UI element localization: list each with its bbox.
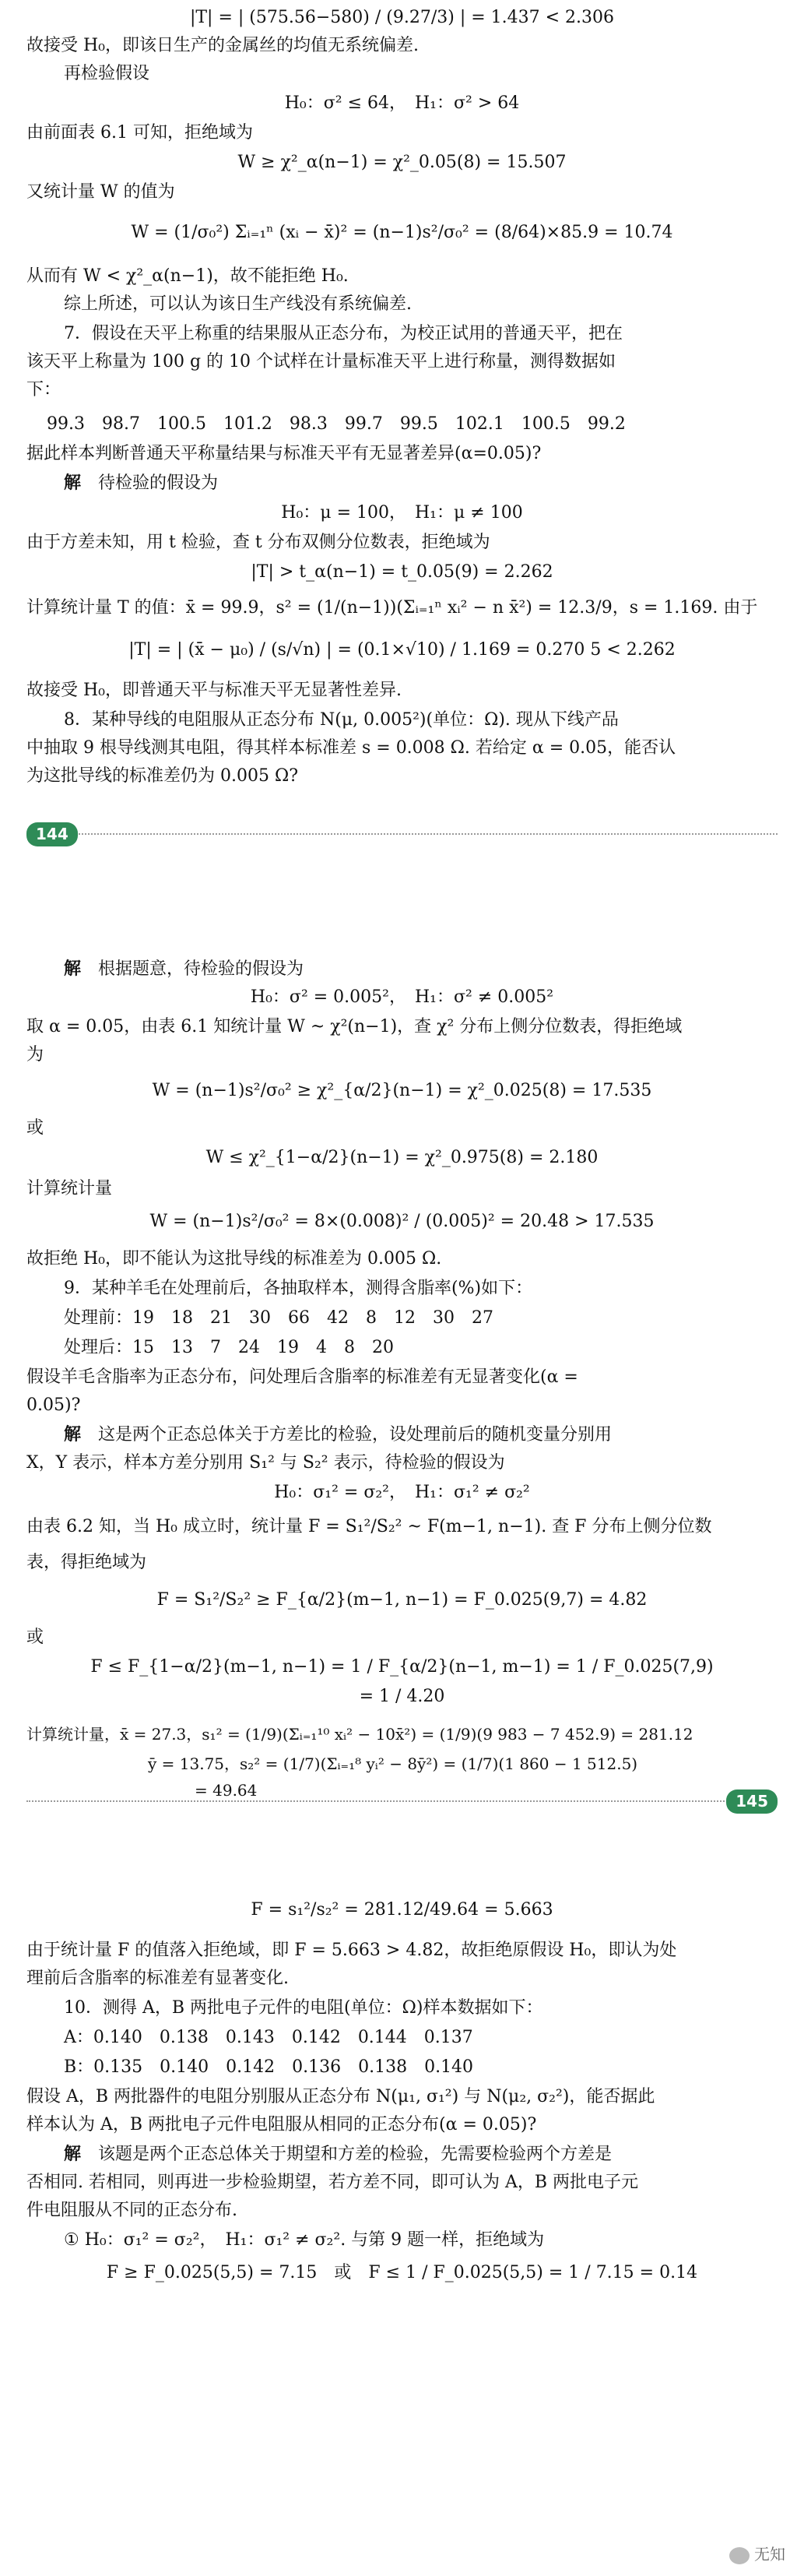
text-line: 从而有 W < χ²_α(n−1)，故不能拒绝 H₀. (26, 266, 349, 286)
solution-label: 解 (64, 1424, 82, 1445)
solution-label: 解 (64, 959, 82, 979)
formula-hypothesis: H₀：σ² = 0.005²， H₁：σ² ≠ 0.005² (250, 987, 554, 1007)
formula-reject-region: W ≥ χ²_α(n−1) = χ²_0.05(8) = 15.507 (237, 153, 567, 172)
solution-line (26, 958, 778, 981)
text-line: 由于统计量 F 的值落入拒绝域，即 F = 5.663 > 4.82，故拒绝原假设 H₀，即认为处 (26, 1941, 677, 1960)
formula-reject-lower: F ≤ F_{1−α/2}(m−1, n−1) = 1 / F_{α/2}(n−1, m−1) = 1 / F_0.025(7,9) (90, 1657, 714, 1677)
formula-s2: ȳ = 13.75，s₂² = (1/7)(Σᵢ₌₁⁸ yᵢ² − 8ȳ²) = (1/7)(1 860 − 1 512.5) (148, 1754, 638, 1773)
problem-10-line: 样本认为 A，B 两批电子元件电阻服从相同的正态分布(α = 0.05)? (26, 2115, 537, 2134)
watermark-text: 无知 (754, 2545, 785, 2564)
problem-7-line: 据此样本判断普通天平称量结果与标准天平有无显著差异(α=0.05)? (26, 444, 542, 463)
data-row-b: B：0.135 0.140 0.142 0.136 0.138 0.140 (64, 2057, 474, 2077)
data-row-a: A：0.140 0.138 0.143 0.142 0.144 0.137 (64, 2028, 473, 2047)
text-line: X，Y 表示，样本方差分别用 S₁² 与 S₂² 表示，待检验的假设为 (26, 1453, 505, 1473)
text-line: 又统计量 W 的值为 (26, 182, 175, 202)
formula-reject-region: |T| > t_α(n−1) = t_0.05(9) = 2.262 (251, 562, 553, 582)
text-line: 故拒绝 H₀，即不能认为这批导线的标准差为 0.005 Ω. (26, 1249, 442, 1269)
formula-reject-upper: W = (n−1)s²/σ₀² ≥ χ²_{α/2}(n−1) = χ²_0.025(8) = 17.535 (152, 1081, 652, 1100)
problem-7-line: 7．假设在天平上称重的结果服从正态分布，为校正试用的普通天平，把在 (64, 324, 623, 343)
data-row-weights: 99.3 98.7 100.5 101.2 98.3 99.7 99.5 102.1 100.5 99.2 (47, 414, 626, 434)
formula-f-value: F = s₁²/s₂² = 281.12/49.64 = 5.663 (251, 1900, 553, 1920)
data-row-before: 处理前：19 18 21 30 66 42 8 12 30 27 (64, 1308, 493, 1328)
problem-8-line: 中抽取 9 根导线测其电阻，得其样本标准差 s = 0.008 Ω. 若给定 α = 0.05，能否认 (26, 738, 676, 758)
page-144 (0, 0, 804, 863)
text-line: 件电阻服从不同的正态分布. (26, 2201, 237, 2220)
formula-reject-upper: F = S₁²/S₂² ≥ F_{α/2}(m−1, n−1) = F_0.025(9,7) = 4.82 (156, 1590, 648, 1610)
text-line: 否相同. 若相同，则再进一步检验期望，若方差不同，即可认为 A，B 两批电子元 (26, 2173, 639, 2192)
solution-label: 解 (64, 2144, 82, 2164)
text-line: ① H₀：σ₁² = σ₂²， H₁：σ₁² ≠ σ₂². 与第 9 题一样，拒绝域为 (64, 2230, 545, 2250)
problem-9-line: 0.05)? (26, 1395, 81, 1415)
text-line: 由前面表 6.1 可知，拒绝域为 (26, 123, 253, 143)
page-146 (0, 1892, 804, 2576)
formula-reject-region: F ≥ F_0.025(5,5) = 7.15 或 F ≤ 1 / F_0.025(5,5) = 1 / 7.15 = 0.14 (106, 2263, 698, 2282)
solution-text: 这是两个正态总体关于方差比的检验，设处理前后的随机变量分别用 (98, 1425, 613, 1445)
text-line: 或 (26, 1628, 44, 1647)
text-line: 为 (26, 1045, 44, 1065)
text-line: 综上所述，可以认为该日生产线没有系统偏差. (64, 294, 412, 314)
solution-text: 待检验的假设为 (98, 473, 219, 493)
problem-8-line: 为这批导线的标准差仍为 0.005 Ω? (26, 766, 299, 786)
text-line: 由表 6.2 知，当 H₀ 成立时，统计量 F = S₁²/S₂² ~ F(m−1, n−1). 查 F 分布上侧分位数 (26, 1517, 712, 1536)
page-145 (0, 958, 804, 1811)
formula-s2-value: = 49.64 (195, 1781, 258, 1800)
formula-reject-lower-value: = 1 / 4.20 (359, 1687, 445, 1706)
text-line: 或 (26, 1118, 44, 1138)
page-number: 145 (726, 1789, 778, 1814)
formula-w-value: W = (n−1)s²/σ₀² = 8×(0.008)² / (0.005)² = 20.48 > 17.535 (149, 1212, 655, 1231)
problem-7-line: 该天平上称量为 100 g 的 10 个试样在计量标准天平上进行称量，测得数据如 (26, 352, 616, 371)
solution-text: 根据题意，待检验的假设为 (98, 959, 304, 979)
text-line: 由于方差未知，用 t 检验，查 t 分布双侧分位数表，拒绝域为 (26, 533, 490, 552)
text-line: 故接受 H₀，即该日生产的金属丝的均值无系统偏差. (26, 36, 419, 55)
formula-hypothesis: H₀：σ² ≤ 64， H₁：σ² > 64 (284, 93, 520, 113)
text-line: 计算统计量 (26, 1179, 113, 1198)
text-line: 取 α = 0.05，由表 6.1 知统计量 W ~ χ²(n−1)，查 χ² 分布上侧分位数表，得拒绝域 (26, 1017, 683, 1036)
page-number: 144 (26, 822, 78, 846)
formula-w-value: W = (1/σ₀²) Σᵢ₌₁ⁿ (xᵢ − x̄)² = (n−1)s²/σ₀² = (8/64)×85.9 = 10.74 (131, 223, 673, 242)
text-line: 计算统计量 T 的值：x̄ = 99.9，s² = (1/(n−1))(Σᵢ₌₁ⁿ xᵢ² − n x̄²) = 12.3/9，s = 1.169. 由于 (26, 598, 758, 618)
problem-9-line: 假设羊毛含脂率为正态分布，问处理后含脂率的标准差有无显著变化(α = (26, 1367, 578, 1387)
problem-9-line: 9．某种羊毛在处理前后，各抽取样本，测得含脂率(%)如下： (64, 1279, 533, 1298)
problem-10-line: 10．测得 A，B 两批电子元件的电阻(单位：Ω)样本数据如下： (64, 1998, 543, 2018)
formula-hypothesis: H₀：σ₁² = σ₂²， H₁：σ₁² ≠ σ₂² (274, 1483, 530, 1502)
formula-t-value: |T| = | (x̄ − μ₀) / (s/√n) | = (0.1×√10) / 1.169 = 0.270 5 < 2.262 (128, 640, 676, 660)
formula-hypothesis: H₀：μ = 100， H₁：μ ≠ 100 (281, 503, 523, 523)
solution-line (26, 2143, 778, 2166)
text-line: 再检验假设 (64, 64, 150, 83)
page-divider (26, 1800, 778, 1802)
solution-label: 解 (64, 473, 82, 493)
formula-t-statistic: |T| = | (575.56−580) / (9.27/3) | = 1.437 < 2.306 (189, 8, 615, 27)
text-line: 故接受 H₀，即普通天平与标准天平无显著性差异. (26, 681, 402, 700)
page-divider (26, 833, 778, 835)
solution-line (26, 1423, 778, 1447)
text-line: 理前后含脂率的标准差有显著变化. (26, 1969, 289, 1988)
wechat-icon (729, 2547, 750, 2564)
problem-10-line: 假设 A，B 两批器件的电阻分别服从正态分布 N(μ₁, σ₁²) 与 N(μ₂, σ₂²)，能否据此 (26, 2087, 655, 2106)
formula-reject-lower: W ≤ χ²_{1−α/2}(n−1) = χ²_0.975(8) = 2.180 (205, 1148, 599, 1167)
watermark (729, 2544, 785, 2565)
solution-line (26, 472, 778, 495)
problem-7-line: 下： (26, 380, 61, 399)
data-row-after: 处理后：15 13 7 24 19 4 8 20 (64, 1338, 394, 1357)
problem-8-line: 8．某种导线的电阻服从正态分布 N(μ, 0.005²)(单位：Ω). 现从下线产品 (64, 710, 619, 730)
solution-text: 该题是两个正态总体关于期望和方差的检验，先需要检验两个方差是 (98, 2145, 613, 2164)
text-line: 表，得拒绝域为 (26, 1553, 147, 1572)
formula-s1: 计算统计量，x̄ = 27.3，s₁² = (1/9)(Σᵢ₌₁¹⁰ xᵢ² − 10x̄²) = (1/9)(9 983 − 7 452.9) = 281.12 (26, 1725, 693, 1744)
